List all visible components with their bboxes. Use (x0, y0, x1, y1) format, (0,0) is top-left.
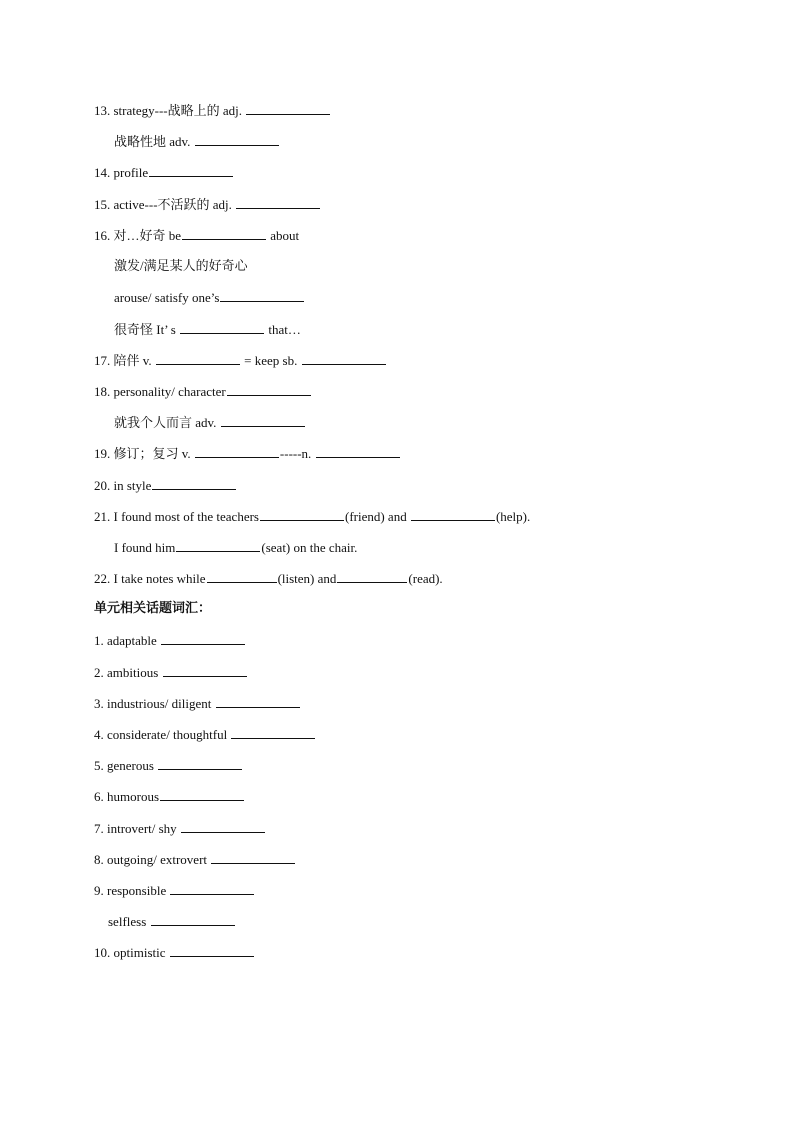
vocab-item-2 (94, 664, 248, 681)
section-heading: 单元相关话题词汇： (94, 601, 212, 616)
answer-blank[interactable] (156, 352, 240, 365)
item-16-sub-a (114, 258, 248, 274)
item-18-sub-text: 就我个人而言 adv. (114, 415, 220, 430)
vocab-item-7 (94, 820, 266, 837)
vocab-item-1 (94, 632, 246, 649)
answer-blank[interactable] (236, 196, 320, 209)
item-16-sub-c (114, 321, 301, 338)
answer-blank[interactable] (302, 352, 386, 365)
answer-blank[interactable] (211, 851, 295, 864)
vocab-item-4 (94, 726, 316, 743)
item-15-text: 15. active---不活跃的 adj. (94, 197, 236, 212)
item-15 (94, 196, 321, 213)
vocab-item-6 (94, 788, 245, 805)
answer-blank[interactable] (316, 445, 400, 458)
answer-blank[interactable] (231, 726, 315, 739)
vocab-word: 1. adaptable (94, 633, 161, 648)
item-21-text: 21. I found most of the teachers (94, 509, 259, 524)
answer-blank[interactable] (160, 788, 244, 801)
answer-blank[interactable] (149, 164, 233, 177)
item-17 (94, 352, 387, 369)
item-18-sub (114, 414, 306, 431)
item-17-text: 17. 陪伴 v. (94, 353, 155, 368)
item-16-sub-a-text: 激发/满足某人的好奇心 (114, 258, 248, 273)
item-16-sub-c-text: 很奇怪 It’ s (114, 322, 180, 337)
vocab-word: selfless (108, 914, 150, 929)
answer-blank[interactable] (337, 570, 407, 583)
item-14 (94, 164, 234, 181)
answer-blank[interactable] (207, 570, 277, 583)
item-13 (94, 102, 331, 119)
item-13-sub-text: 战略性地 adv. (114, 134, 194, 149)
item-16-sub-b-text: arouse/ satisfy one’s (114, 290, 220, 305)
vocab-item-3 (94, 695, 301, 712)
item-22-mid: (listen) and (277, 571, 337, 586)
item-21-sub (114, 539, 357, 556)
item-21-sub-text: I found him (114, 540, 176, 555)
item-14-text: 14. profile (94, 165, 149, 180)
vocab-word: 5. generous (94, 758, 158, 773)
answer-blank[interactable] (260, 508, 344, 521)
vocab-word: 10. optimistic (94, 945, 169, 960)
item-21-mid: (friend) and (344, 509, 410, 524)
answer-blank[interactable] (152, 477, 236, 490)
vocab-item-9 (94, 882, 255, 899)
vocab-word: 4. considerate/ thoughtful (94, 727, 231, 742)
item-22-suffix: (read). (408, 571, 443, 586)
vocab-word: 7. introvert/ shy (94, 821, 180, 836)
item-20 (94, 477, 237, 494)
item-22 (94, 570, 443, 587)
vocab-word: 9. responsible (94, 883, 170, 898)
item-21-suffix: (help). (495, 509, 531, 524)
answer-blank[interactable] (180, 321, 264, 334)
answer-blank[interactable] (170, 882, 254, 895)
item-16-suffix: about (267, 228, 300, 243)
item-21 (94, 508, 530, 525)
answer-blank[interactable] (170, 944, 254, 957)
item-18-text: 18. personality/ character (94, 384, 226, 399)
vocab-word: 6. humorous (94, 789, 159, 804)
answer-blank[interactable] (216, 695, 300, 708)
item-19 (94, 445, 401, 462)
item-18 (94, 383, 312, 400)
vocab-word: 8. outgoing/ extrovert (94, 852, 211, 867)
answer-blank[interactable] (195, 445, 279, 458)
vocab-word: 3. industrious/ diligent (94, 696, 215, 711)
answer-blank[interactable] (151, 913, 235, 926)
vocab-item-9-sub (108, 913, 236, 930)
item-22-text: 22. I take notes while (94, 571, 206, 586)
answer-blank[interactable] (246, 102, 330, 115)
answer-blank[interactable] (195, 133, 279, 146)
vocab-item-8 (94, 851, 296, 868)
item-16 (94, 227, 299, 244)
vocab-item-5 (94, 757, 243, 774)
vocab-word: 2. ambitious (94, 665, 162, 680)
answer-blank[interactable] (161, 632, 245, 645)
answer-blank[interactable] (220, 289, 304, 302)
vocab-item-10 (94, 944, 255, 961)
item-19-text: 19. 修订；复习 v. (94, 446, 194, 461)
item-17-mid: = keep sb. (240, 353, 301, 368)
item-16-sub-c-suffix: that… (265, 322, 301, 337)
answer-blank[interactable] (181, 820, 265, 833)
item-21-sub-suffix: (seat) on the chair. (261, 540, 358, 555)
item-16-sub-b (114, 289, 305, 306)
answer-blank[interactable] (182, 227, 266, 240)
answer-blank[interactable] (158, 757, 242, 770)
item-13-text: 13. strategy---战略上的 adj. (94, 103, 246, 118)
item-13-sub (114, 133, 280, 150)
answer-blank[interactable] (227, 383, 311, 396)
answer-blank[interactable] (221, 414, 305, 427)
item-20-text: 20. in style (94, 478, 152, 493)
answer-blank[interactable] (163, 664, 247, 677)
item-16-text: 16. 对…好奇 be (94, 228, 182, 243)
answer-blank[interactable] (176, 539, 260, 552)
answer-blank[interactable] (411, 508, 495, 521)
item-19-mid: -----n. (279, 446, 315, 461)
